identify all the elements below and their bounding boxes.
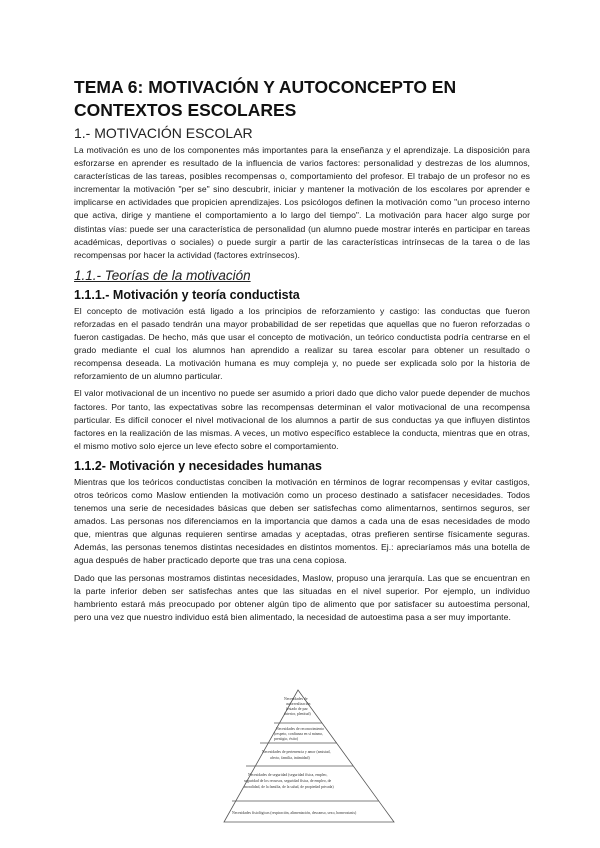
pyramid-text: Necesidades fisiológicas (respiración, alimentación, descanso, sexo, homeostasis)	[232, 811, 357, 815]
conductista-paragraph-2: El valor motivacional de un incentivo no puede ser asumido a priori dado que dicho valor puede depender de muchos factores. Por tanto, las expectativas sobre las recompensas determinan el valor motivacional de una recompensa particular. Es difícil conocer el nivel motivacional de los alumnos a partir de sus conductas ya que influyen distintos factores en la realización de las mismas. A veces, un motivo específico establece la conducta, mientras que en otras, el mismo motivo solo ejerce un leve efecto sobre el comportamiento.	[74, 388, 530, 451]
pyramid-text: (estado de paz	[286, 707, 308, 711]
pyramid-text: Necesidades de reconocimiento	[276, 727, 325, 731]
section-heading-motivacion-escolar: 1.- MOTIVACIÓN ESCOLAR	[74, 125, 253, 141]
pyramid-text: prestigio, éxito)	[274, 737, 299, 741]
document-page	[74, 76, 530, 628]
conductista-paragraph-1: El concepto de motivación está ligado a los principios de reforzamiento y castigo: las conductas que fueron reforzadas en el pasado tendrán una mayor probabilidad de ser repetidas que aquellas que no fueron reforzadas o fueron castigadas. De hecho, más que usar el concepto de motivación, un teórico conductista podría centrarse en el grado mediante el cual los alumnos han aprendido a realizar su tarea escolar para obtener un resultado o recompensa deseada. La motivación humana es muy compleja y, no puede ser explicada solo por la historia de reforzamiento de un alumno particular.	[74, 305, 530, 382]
subsection-heading-necesidades: 1.1.2- Motivación y necesidades humanas	[74, 458, 323, 473]
pyramid-level-autorrealizacion	[284, 697, 311, 717]
subsection-heading-teorias: 1.1.- Teorías de la motivación	[74, 267, 251, 283]
document-title: TEMA 6: MOTIVACIÓN Y AUTOCONCEPTO EN CONTEXTOS ESCOLARES	[74, 77, 457, 120]
pyramid-text: afecto, familia, intimidad)	[270, 756, 310, 760]
pyramid-text: moralidad, de la familia, de la salud, de propiedad privada)	[244, 785, 334, 789]
pyramid-text: autorrealización	[286, 702, 311, 706]
maslow-pyramid-diagram	[222, 688, 412, 828]
necesidades-paragraph-2: Dado que las personas mostramos distintas necesidades, Maslow, propuso una jerarquía. Las que se encuentran en la parte inferior deben ser satisfechas antes que las situadas en el nivel superior. Por ejemplo, un individuo hambriento estará más preocupado por obtener algún tipo de alimento que por satisfacer su autoestima personal, pero una vez que nuestro individuo está bien alimentado, la necesidad de autoestima pasa a ser muy importante.	[74, 572, 530, 622]
maslow-pyramid-figure	[222, 688, 412, 828]
pyramid-text: (respeto, confianza en sí mismo,	[274, 732, 324, 736]
pyramid-text: seguridad de los recursos, seguridad física, de empleo, de	[244, 779, 332, 783]
necesidades-paragraph-1: Mientras que los teóricos conductistas conciben la motivación en términos de lograr recompensas y evitar castigos, otros teóricos como Maslow entienden la motivación como un proceso destinado a satisfacer necesidades. Todos tenemos una serie de necesidades básicas que deben ser satisfechas como alimentarnos, sentirnos seguros, ser amados. Las personas nos diferenciamos en la importancia que damos a cada una de esas necesidades de modo que, mientras que algunas requieren sentirse amadas y aceptadas, otras prefieren sentirse físicamente seguras. Además, las personas tenemos distintas necesidades en distintos momentos. Ej.: apreciaríamos más una botella de agua después de haber practicado deporte que tras una cena copiosa.	[74, 476, 530, 566]
pyramid-text: Necesidades de pertenencia y amor (amistad,	[262, 750, 331, 754]
pyramid-level-seguridad	[244, 773, 334, 790]
section-paragraph: La motivación es uno de los componentes más importantes para la enseñanza y el aprendizaje. La disposición para esforzarse en aprender es resultado de la influencia de varios factores: personalidad y destrezas de los alumnos, características de las tareas, posibles recompensas o, comportamiento del profesor. El trabajo de un profesor no es incrementar la motivación "per se" sino descubrir, iniciar y mantener la motivación de los escolares por aprender e implicarse en actividades que propicien aprendizajes. Los psicólogos definen la motivación como "un proceso interno que activa, dirige y mantiene el comportamiento a lo largo del tiempo". La motivación para hacer algo surge por distintas vías: puede ser una característica de personalidad (un alumno puede mostrar interés en participar en tareas académicas, deportivas o sociales) o puede surgir a partir de las características intrínsecas de la tarea o de las recompensas por hacer la actividad (factores extrínsecos).	[74, 145, 530, 260]
pyramid-text: Necesidades de seguridad (seguridad física, empleo,	[248, 773, 328, 777]
pyramid-text: interior, plenitud)	[284, 712, 311, 716]
subsection-heading-conductista: 1.1.1.- Motivación y teoría conductista	[74, 287, 300, 302]
pyramid-text: Necesidades de	[284, 697, 308, 701]
